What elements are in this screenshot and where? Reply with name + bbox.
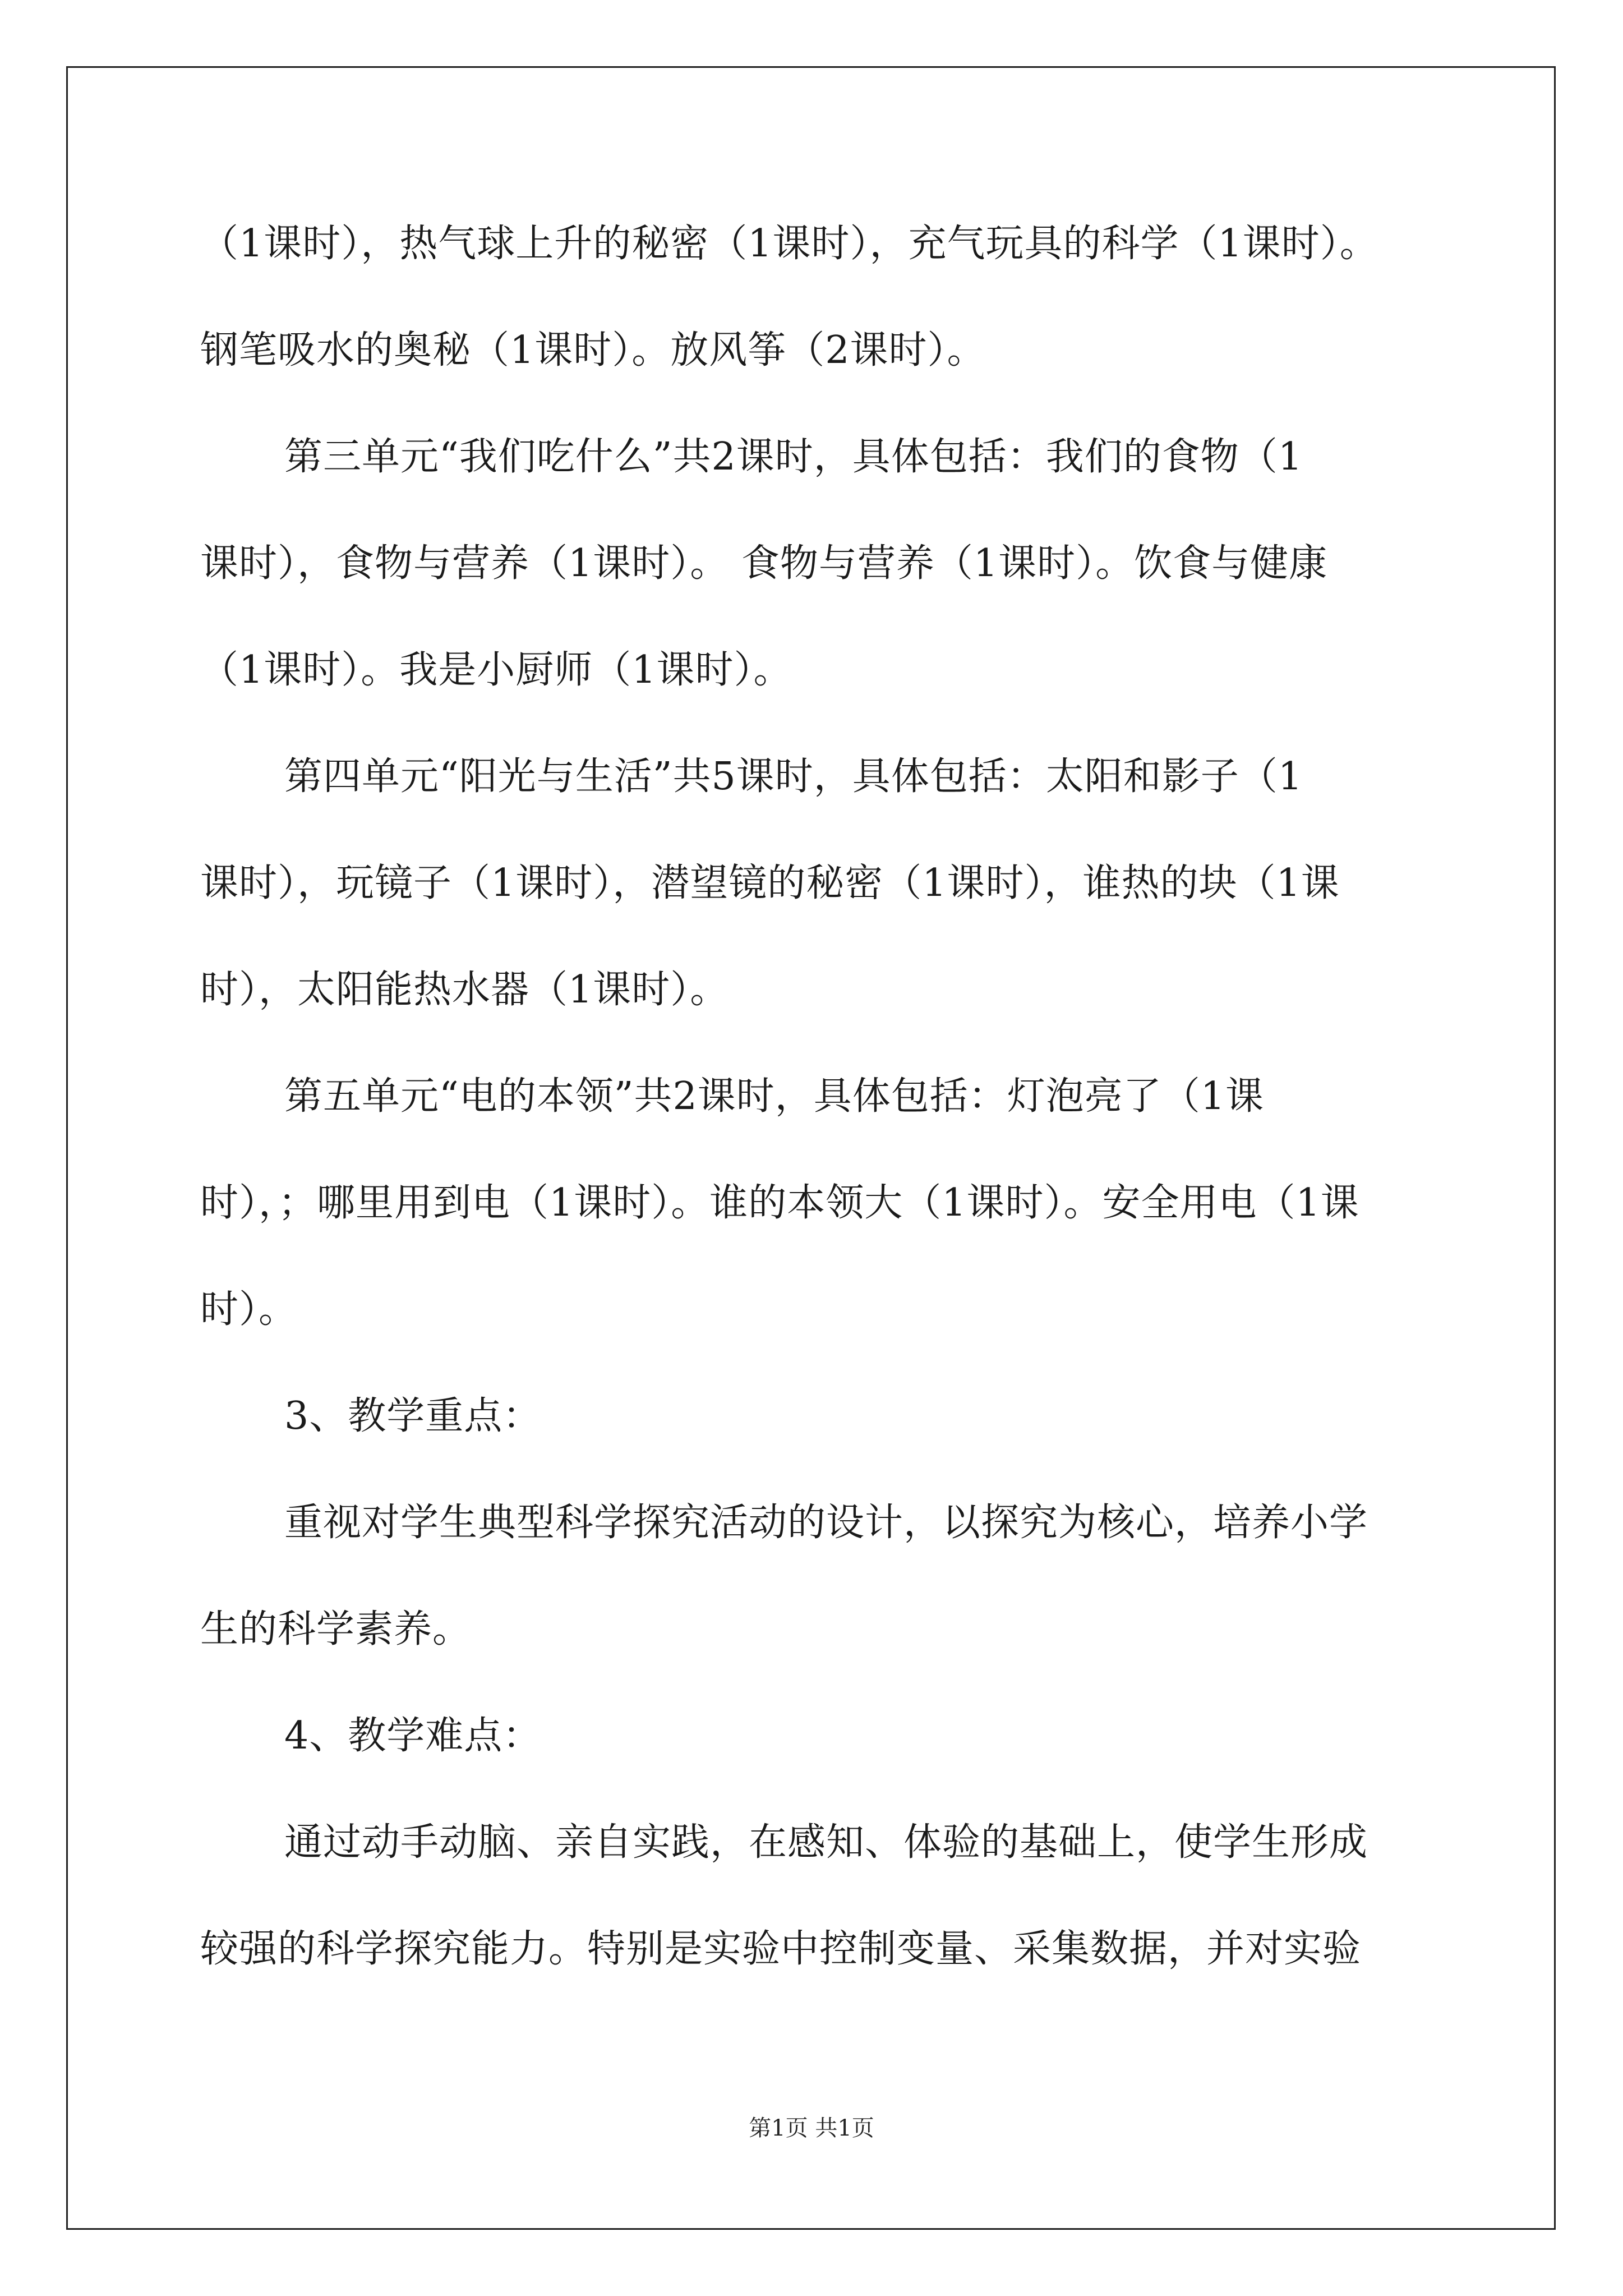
text-line: 第三单元“我们吃什么”共2课时，具体包括：我们的食物（1 bbox=[284, 435, 1303, 479]
text-line: 生的科学素养。 bbox=[200, 1607, 472, 1651]
text-line: （1课时）。我是小厨师（1课时）。 bbox=[200, 648, 792, 692]
text-line: 重视对学生典型科学探究活动的设计，以探究为核心，培养小学 bbox=[284, 1501, 1368, 1545]
text-line: 时），；哪里用到电（1课时）。谁的本领大（1课时）。安全用电（1课 bbox=[200, 1181, 1359, 1225]
text-line: 钢笔吸水的奥秘（1课时）。放风筝（2课时）。 bbox=[200, 328, 986, 372]
text-line: 课时），玩镜子（1课时），潜望镜的秘密（1课时），谁热的块（1课 bbox=[200, 861, 1340, 905]
text-line: 时）。 bbox=[200, 1287, 298, 1332]
text-line: 第五单元“电的本领”共2课时，具体包括：灯泡亮了（1课 bbox=[284, 1074, 1265, 1119]
section-heading: 4、教学难点： bbox=[284, 1714, 542, 1758]
section-heading: 3、教学重点： bbox=[284, 1394, 542, 1438]
text-line: 第四单元“阳光与生活”共5课时，具体包括：太阳和影子（1 bbox=[284, 754, 1303, 799]
page-border bbox=[66, 66, 1556, 2230]
text-line: （1课时），热气球上升的秘密（1课时），充气玩具的科学（1课时）。 bbox=[200, 222, 1378, 266]
text-line: 课时），食物与营养（1课时）。 食物与营养（1课时）。饮食与健康 bbox=[200, 541, 1328, 586]
text-line: 较强的科学探究能力。特别是实验中控制变量、采集数据，并对实验 bbox=[200, 1927, 1362, 1971]
page-footer: 第1页 共1页 bbox=[749, 2115, 874, 2141]
text-line: 时），太阳能热水器（1课时）。 bbox=[200, 968, 729, 1012]
text-line: 通过动手动脑、亲自实践，在感知、体验的基础上，使学生形成 bbox=[284, 1820, 1368, 1865]
